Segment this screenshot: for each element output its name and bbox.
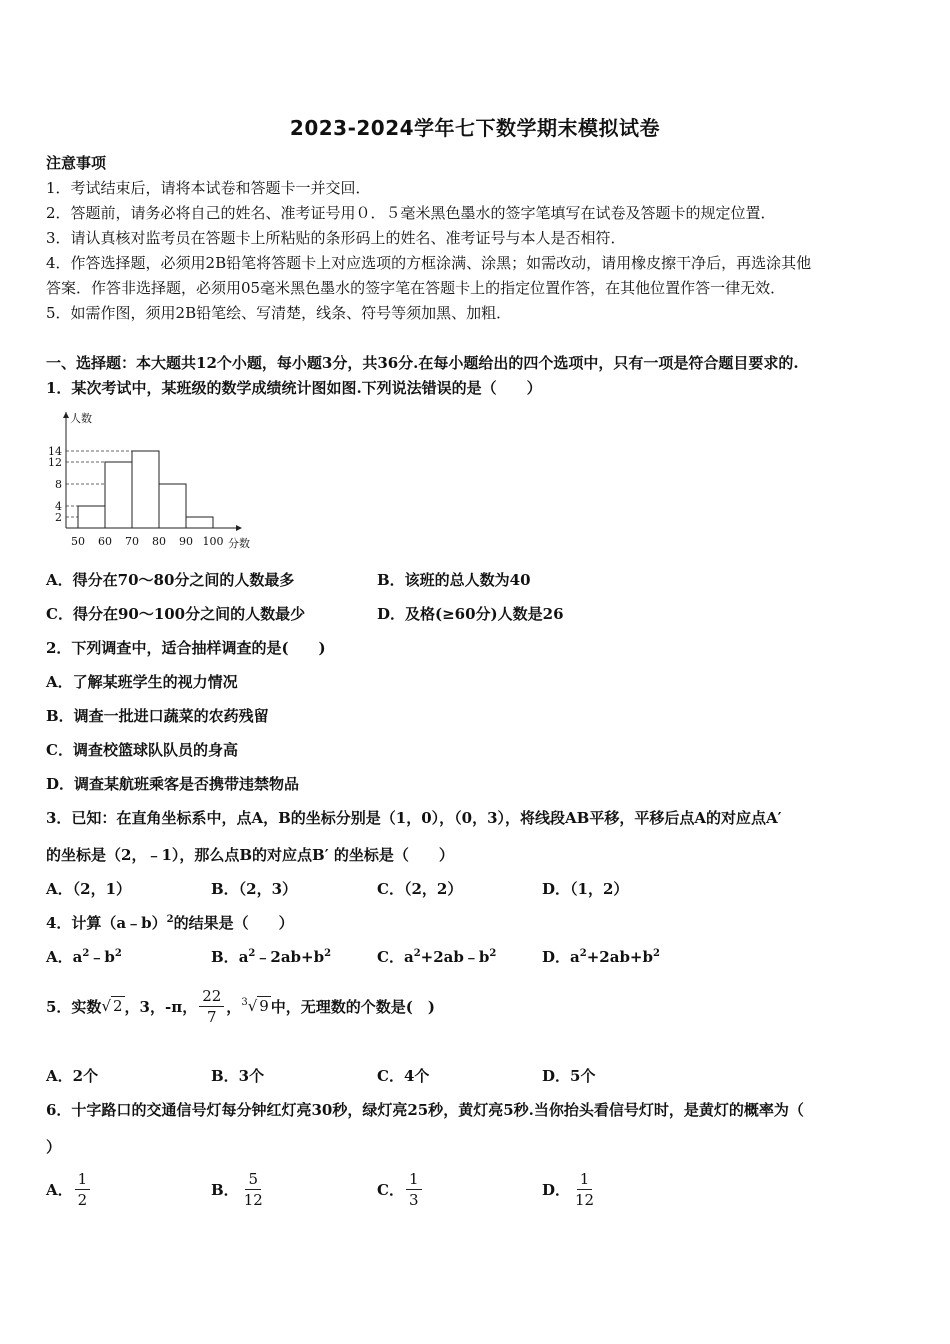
fraction <box>572 1170 597 1209</box>
exp: 2 <box>82 948 90 959</box>
question-6-stem: 6．十字路口的交通信号灯每分钟红灯亮30秒，绿灯亮25秒，黄灯亮5秒.当你抬头看信号灯时，是黄灯的概率为（ <box>46 1101 804 1119</box>
denominator: 12 <box>575 1191 595 1209</box>
option-label: A． <box>46 1181 73 1199</box>
histogram-chart <box>40 406 280 556</box>
q4-stem-part: 的结果是（ ） <box>173 914 294 932</box>
term: ﹣b <box>89 948 115 966</box>
x-tick-label: 60 <box>98 535 112 548</box>
denominator: 7 <box>206 1007 217 1026</box>
radicand: 2 <box>113 997 123 1015</box>
denominator: 2 <box>77 1191 88 1209</box>
q1-option-d[interactable]: D．及格(≥60分)人数是26 <box>377 605 564 623</box>
q4-stem-part: 4．计算（a﹣b） <box>46 914 167 932</box>
q5-sep: ， <box>226 997 242 1016</box>
q2-option-a[interactable]: A．了解某班学生的视力情况 <box>46 673 238 691</box>
q5-suffix: 中，无理数的个数是( ) <box>270 997 435 1016</box>
question-6-stem-cont: ） <box>46 1138 62 1156</box>
option-label: B． <box>211 1181 239 1199</box>
q4-option-a[interactable] <box>46 946 122 967</box>
q4-option-d[interactable] <box>542 946 660 967</box>
question-5-stem <box>46 984 435 1028</box>
q5-mid: ，3，-π， <box>124 997 198 1016</box>
q6-option-b[interactable] <box>211 1170 268 1209</box>
q6-option-a[interactable] <box>46 1170 92 1209</box>
term: a <box>72 948 83 966</box>
q3-option-b[interactable]: B．（2，3） <box>211 880 298 898</box>
fraction-22-7 <box>199 987 224 1026</box>
x-tick-label: 90 <box>179 535 193 548</box>
q6-option-d[interactable] <box>542 1170 599 1209</box>
q2-option-c[interactable]: C．调查校篮球队队员的身高 <box>46 741 238 759</box>
q1-option-b[interactable]: B．该班的总人数为40 <box>377 571 531 589</box>
y-axis-arrow <box>63 412 69 418</box>
page-title: 2023-2024学年七下数学期末模拟试卷 <box>289 116 661 140</box>
radicand: 9 <box>259 997 269 1015</box>
q5-option-d[interactable]: D．5个 <box>542 1067 596 1085</box>
q4-option-c[interactable] <box>377 946 496 967</box>
q5-option-a[interactable]: A．2个 <box>46 1067 99 1085</box>
x-tick-label: 70 <box>125 535 139 548</box>
exp: 2 <box>489 948 497 959</box>
question-1-stem: 1．某次考试中，某班级的数学成绩统计图如图.下列说法错误的是（ ） <box>46 379 542 397</box>
x-axis-arrow <box>236 525 242 531</box>
chart-bars <box>78 451 213 528</box>
histogram-bar <box>78 506 105 528</box>
fraction <box>241 1170 266 1209</box>
x-axis-label: 分数 <box>228 537 250 550</box>
term: a <box>238 948 249 966</box>
cube-root-9: $^3$√ 9 <box>241 997 269 1015</box>
numerator: 1 <box>577 1170 593 1190</box>
q3-option-a[interactable]: A．（2，1） <box>46 880 132 898</box>
fraction <box>75 1170 91 1209</box>
fraction <box>406 1170 422 1209</box>
q3-option-d[interactable]: D．（1，2） <box>542 880 629 898</box>
numerator: 1 <box>75 1170 91 1190</box>
histogram-bar <box>186 517 213 528</box>
notice-item: 5．如需作图，须用2B铅笔绘、写清楚，线条、符号等须加黑、加粗． <box>46 304 512 322</box>
notice-item: 1．考试结束后，请将本试卷和答题卡一并交回． <box>46 179 371 197</box>
numerator: 22 <box>199 987 224 1007</box>
y-tick-label: 2 <box>55 511 62 524</box>
term: a <box>570 948 580 966</box>
q5-option-c[interactable]: C．4个 <box>377 1067 430 1085</box>
question-3-stem: 3．已知：在直角坐标系中，点A，B的坐标分别是（1，0），（0，3），将线段AB平移，平移后点A的对应点A′ <box>46 809 782 827</box>
histogram-bar <box>105 462 132 528</box>
exp: 2 <box>248 948 256 959</box>
q1-option-a[interactable]: A．得分在70～80分之间的人数最多 <box>46 571 295 589</box>
q2-option-b[interactable]: B．调查一批进口蔬菜的农药残留 <box>46 707 269 725</box>
q6-option-c[interactable] <box>377 1170 424 1209</box>
y-tick-label: 14 <box>48 445 62 458</box>
denominator: 12 <box>243 1191 263 1209</box>
notice-item: 3．请认真核对监考员在答题卡上所粘贴的条形码上的姓名、准考证号与本人是否相符． <box>46 229 626 247</box>
exp: 2 <box>324 948 332 959</box>
denominator: 3 <box>408 1191 419 1209</box>
notice-item: 答案．作答非选择题，必须用05毫米黑色墨水的签字笔在答题卡上的指定位置作答，在其他位置作答一律无效． <box>46 279 786 297</box>
option-label: D． <box>542 1181 571 1199</box>
y-tick-label: 4 <box>55 500 62 513</box>
exp: 2 <box>579 948 587 959</box>
term: a <box>403 948 414 966</box>
y-tick-label: 8 <box>55 478 62 491</box>
exp: 2 <box>114 948 122 959</box>
term: ﹣2ab+b <box>255 948 325 966</box>
section-heading: 一、选择题：本大题共12个小题，每小题3分，共36分.在每小题给出的四个选项中，只有一项是符合题目要求的. <box>46 354 799 372</box>
q4-option-b[interactable] <box>211 946 331 967</box>
x-tick-label: 100 <box>202 535 224 548</box>
q2-option-d[interactable]: D．调查某航班乘客是否携带违禁物品 <box>46 775 300 793</box>
term: +2ab﹣b <box>420 948 490 966</box>
x-tick-label: 80 <box>152 535 166 548</box>
option-label: C． <box>377 1181 404 1199</box>
exp: 2 <box>653 948 660 959</box>
notice-item: 2．答题前，请务必将自己的姓名、准考证号用０．５毫米黑色墨水的签字笔填写在试卷及答题卡的规定位置． <box>46 204 776 222</box>
option-label: C． <box>377 948 404 966</box>
question-4-stem <box>46 912 294 933</box>
y-tick-label: 12 <box>48 456 62 469</box>
q3-option-c[interactable]: C．（2，2） <box>377 880 463 898</box>
numerator: 5 <box>245 1170 261 1190</box>
histogram-bar <box>132 451 159 528</box>
term: +2ab+b <box>586 948 653 966</box>
option-label: A． <box>46 948 73 966</box>
notice-item: 4．作答选择题，必须用2B铅笔将答题卡上对应选项的方框涂满、涂黑；如需改动，请用橡皮擦干净后，再选涂其他 <box>46 254 812 272</box>
sqrt-2: √ 2 <box>101 997 123 1015</box>
root-index: 3 <box>241 997 248 1008</box>
option-label: D． <box>542 948 571 966</box>
q1-option-c[interactable]: C．得分在90～100分之间的人数最少 <box>46 605 306 623</box>
question-2-stem: 2．下列调查中，适合抽样调查的是( ) <box>46 639 326 657</box>
numerator: 1 <box>406 1170 422 1190</box>
histogram-bar <box>159 484 186 528</box>
exp: 2 <box>413 948 421 959</box>
option-label: B． <box>211 948 239 966</box>
y-axis-label: 人数 <box>70 412 92 425</box>
q4-exponent: 2 <box>166 914 174 925</box>
question-3-stem-cont: 的坐标是（2，﹣1），那么点B的对应点B′ 的坐标是（ ） <box>46 846 454 864</box>
x-tick-label: 50 <box>71 535 85 548</box>
q5-option-b[interactable]: B．3个 <box>211 1067 265 1085</box>
q5-prefix: 5．实数 <box>46 997 102 1016</box>
notice-heading: 注意事项 <box>46 154 107 172</box>
